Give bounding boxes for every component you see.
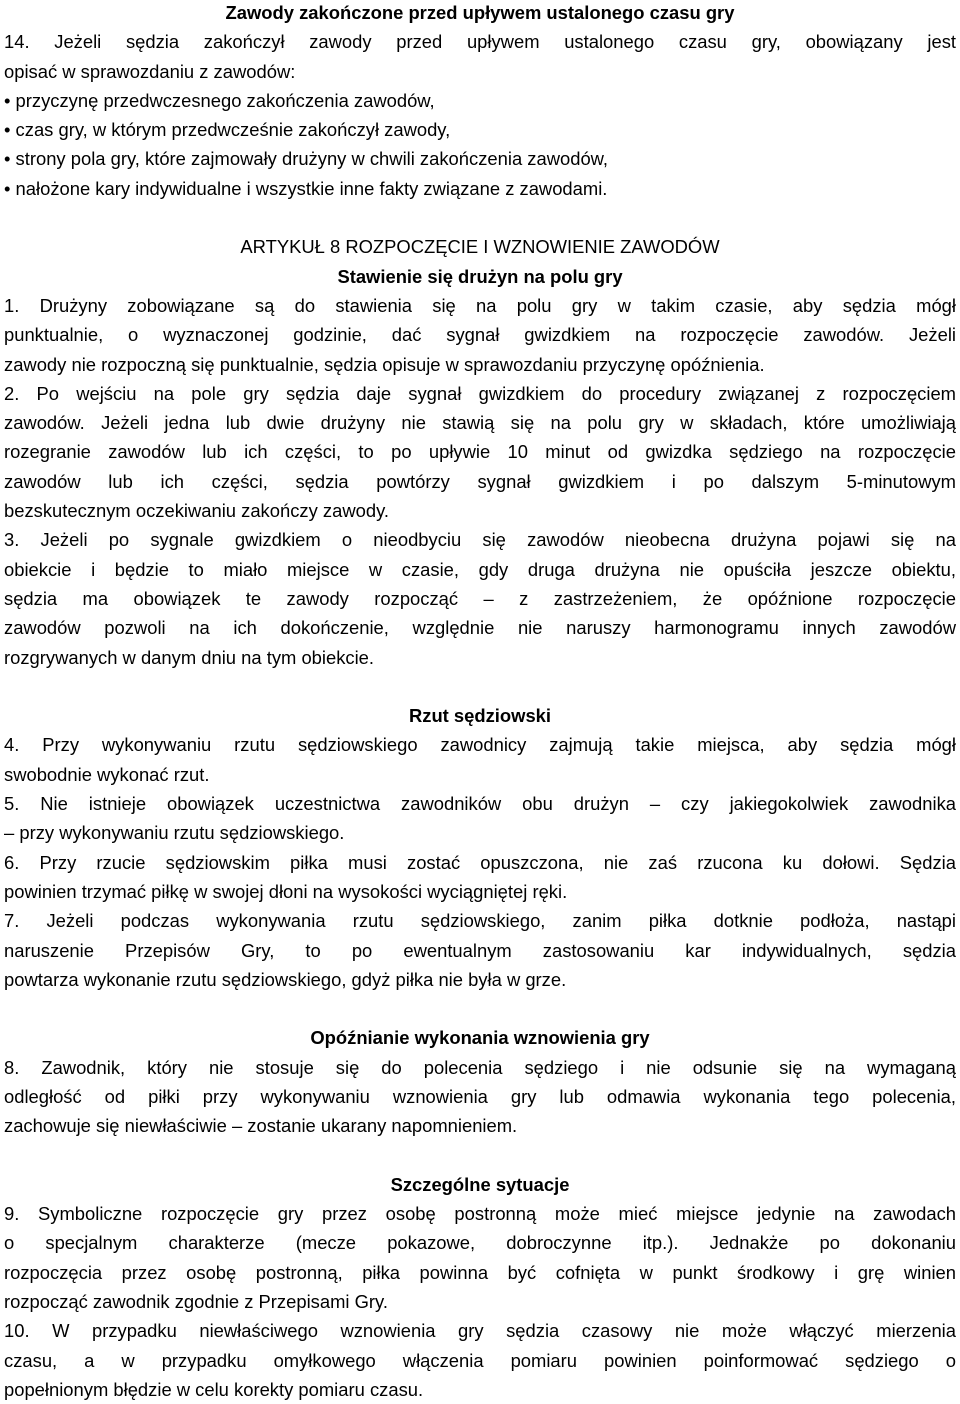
text-line: bezskutecznym oczekiwaniu zakończy zawody. xyxy=(4,500,390,522)
text-line: 5. Nie istnieje obowiązek uczestnictwa zawodników obu drużyn – czy jakiegokolwiek zawodnika xyxy=(4,793,956,815)
section-heading: ARTYKUŁ 8 ROZPOCZĘCIE I WZNOWIENIE ZAWODÓW xyxy=(240,236,720,258)
text-line: opisać w sprawozdaniu z zawodów: xyxy=(4,60,296,82)
text-line: czasu, a w przypadku omyłkowego włączenia pomiaru powinien poinformować sędziego o xyxy=(4,1349,956,1371)
section-heading: Opóźnianie wykonania wznowienia gry xyxy=(310,1027,650,1049)
section-heading: Szczególne sytuacje xyxy=(390,1173,570,1195)
text-line: rozgrywanych w danym dniu na tym obiekcie. xyxy=(4,646,375,668)
section-heading: Stawienie się drużyn na polu gry xyxy=(337,265,623,287)
text-line: • nałożone kary indywidualne i wszystkie inne fakty związane z zawodami. xyxy=(4,177,608,199)
text-line: odległość od piłki przy wykonywaniu wznowienia gry lub odmawia wykonania tego polecenia, xyxy=(4,1085,956,1107)
text-line: – przy wykonywaniu rzutu sędziowskiego. xyxy=(4,822,345,844)
text-line: punktualnie, o wyznaczonej godzinie, dać sygnał gwizdkiem na rozpoczęcie zawodów. Jeżeli xyxy=(4,324,956,346)
text-line: zachowuje się niewłaściwie – zostanie ukarany napomnieniem. xyxy=(4,1115,518,1137)
text-line: 10. W przypadku niewłaściwego wznowienia gry sędzia czasowy nie może włączyć mierzenia xyxy=(4,1320,956,1342)
text-line: 7. Jeżeli podczas wykonywania rzutu sędziowskiego, zanim piłka dotknie podłoża, nastąpi xyxy=(4,910,956,932)
blank-line xyxy=(4,1141,956,1170)
text-line: sędzia ma obowiązek te zawody rozpocząć – z zastrzeżeniem, że opóźnione rozpoczęcie xyxy=(4,587,956,609)
text-line: rozpocząć zawodnik zgodnie z Przepisami Gry. xyxy=(4,1291,388,1313)
text-line: 3. Jeżeli po sygnale gwizdkiem o nieodbyciu się zawodów nieobecna drużyna pojawi się na xyxy=(4,529,956,551)
text-line: popełnionym błędzie w celu korekty pomiaru czasu. xyxy=(4,1378,424,1400)
text-line: • strony pola gry, które zajmowały drużyny w chwili zakończenia zawodów, xyxy=(4,148,609,170)
text-line: 9. Symboliczne rozpoczęcie gry przez osobę postronną może mieć miejsce jedynie na zawodach xyxy=(4,1203,956,1225)
text-line: powinien trzymać piłkę w swojej dłoni na wysokości wyciągniętej ręki. xyxy=(4,880,568,902)
blank-line xyxy=(4,672,956,701)
text-line: zawodów pozwoli na ich dokończenie, względnie nie naruszy harmonogramu innych zawodów xyxy=(4,617,956,639)
text-line: zawodów. Jeżeli jedna lub dwie drużyny nie stawią się na polu gry w składach, które umożliwiają xyxy=(4,412,956,434)
text-line: zawodów lub ich części, sędzia powtórzy sygnał gwizdkiem i po dalszym 5-minutowym xyxy=(4,470,956,492)
text-line: • przyczynę przedwczesnego zakończenia zawodów, xyxy=(4,89,435,111)
text-line: 14. Jeżeli sędzia zakończył zawody przed upływem ustalonego czasu gry, obowiązany jest xyxy=(4,31,956,53)
text-line: 1. Drużyny zobowiązane są do stawienia się na polu gry w takim czasie, aby sędzia mógł xyxy=(4,294,956,316)
text-line: swobodnie wykonać rzut. xyxy=(4,763,210,785)
text-line: 2. Po wejściu na pole gry sędzia daje sygnał gwizdkiem do procedury związanej z rozpoczęciem xyxy=(4,382,956,404)
text-line: naruszenie Przepisów Gry, to po ewentualnym zastosowaniu kar indywidualnych, sędzia xyxy=(4,939,956,961)
text-line: rozegranie zawodów lub ich części, to po upływie 10 minut od gwizdka sędziego na rozpoczęcie xyxy=(4,441,956,463)
text-line: o specjalnym charakterze (mecze pokazowe, dobroczynne itp.). Jednakże po dokonaniu xyxy=(4,1232,956,1254)
text-line: obiekcie i będzie to miało miejsce w czasie, gdy druga drużyna nie opuściła jeszcze obiektu, xyxy=(4,558,956,580)
blank-line xyxy=(4,203,956,232)
text-line: 6. Przy rzucie sędziowskim piłka musi zostać opuszczona, nie zaś rzucona ku dołowi. Sędzia xyxy=(4,851,956,873)
text-line: 8. Zawodnik, który nie stosuje się do polecenia sędziego i nie odsunie się na wymaganą xyxy=(4,1056,956,1078)
blank-line xyxy=(4,994,956,1023)
text-line: zawody nie rozpoczną się punktualnie, sędzia opisuje w sprawozdaniu przyczynę opóźnienia. xyxy=(4,353,765,375)
text-line: rozpoczęcia przez osobę postronną, piłka powinna być cofnięta w punkt środkowy i grę winien xyxy=(4,1261,956,1283)
text-line: 4. Przy wykonywaniu rzutu sędziowskiego zawodnicy zajmują takie miejsca, aby sędzia mógł xyxy=(4,734,956,756)
text-line: • czas gry, w którym przedwcześnie zakończył zawody, xyxy=(4,119,451,141)
text-line: powtarza wykonanie rzutu sędziowskiego, gdyż piłka nie była w grze. xyxy=(4,968,567,990)
section-heading: Rzut sędziowski xyxy=(408,705,552,727)
section-heading: Zawody zakończone przed upływem ustalonego czasu gry xyxy=(225,2,735,23)
